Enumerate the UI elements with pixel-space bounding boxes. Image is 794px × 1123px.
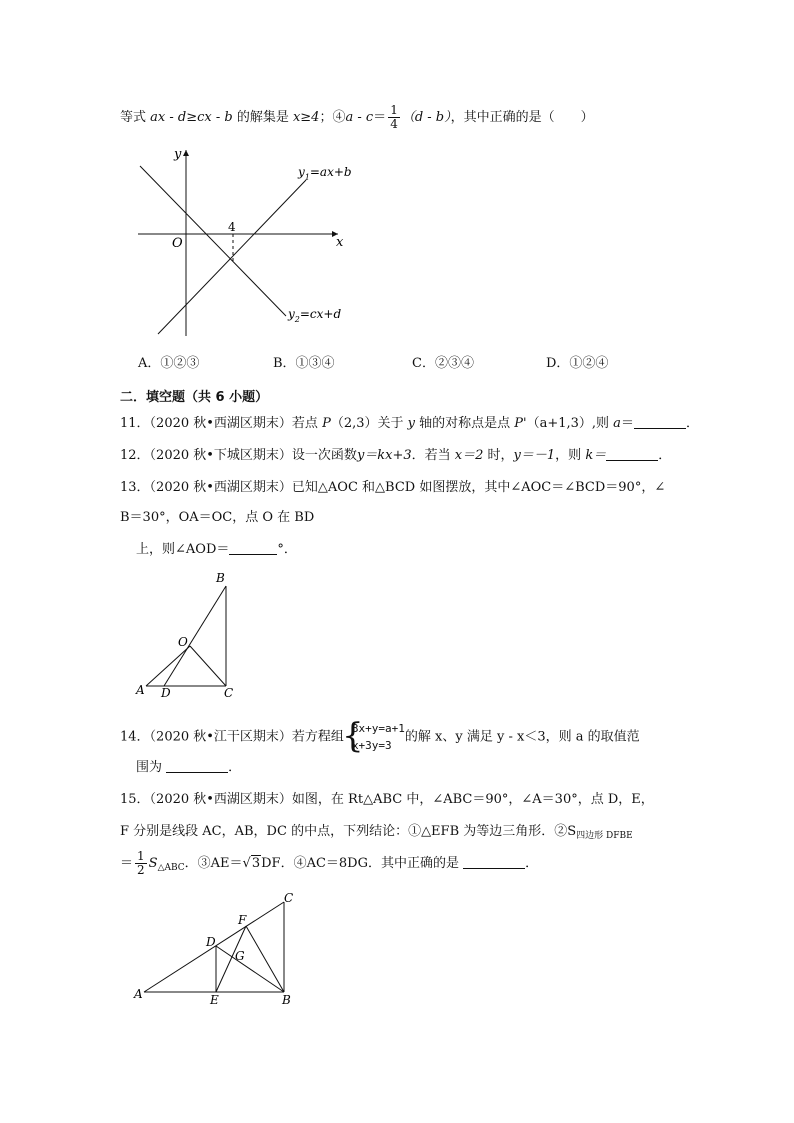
q11-pre: 11．（2020 秋•西湖区期末）若点 <box>120 416 323 431</box>
q13-answer-blank[interactable] <box>229 541 277 555</box>
q11-mid: 轴的对称点是点 <box>414 416 515 431</box>
origin-label: O <box>172 236 183 251</box>
q11-a: a <box>613 416 621 431</box>
section-title: 二．填空题（共 6 小题） <box>120 390 269 405</box>
q11-answer-blank[interactable] <box>634 415 686 429</box>
q11-p-coord: （2,3）关于 <box>330 416 408 431</box>
label-e: E <box>210 993 219 1007</box>
segment-fb <box>246 926 284 992</box>
q12-text: 12．（2020 秋•下城区期末）设一次函数 <box>120 448 357 463</box>
q10-lhs: a - c <box>345 110 374 125</box>
q15-line3 <box>120 850 538 878</box>
label-a: A <box>136 683 145 697</box>
q10-frac-num: 1 <box>390 103 398 117</box>
q14-equation-system <box>344 720 405 754</box>
label-c: C <box>224 686 234 700</box>
q12-mid: ．若当 <box>411 448 455 463</box>
q15-line3-mid2: DF．④AC＝8DG．其中正确的是 <box>261 856 464 871</box>
q13-line1: 13．（2020 秋•西湖区期末）已知△AOC 和△BCD 如图摆放，其中∠AOC＝∠BCD＝90°，∠ <box>120 480 666 495</box>
q15-frac-den: 2 <box>137 863 145 877</box>
q11-end: ． <box>685 416 699 431</box>
q14-eq1: { 3x+y=a+1 <box>351 722 405 735</box>
q10-tail-line <box>120 104 594 131</box>
option-a[interactable]: A．①②③ <box>138 356 200 371</box>
option-d[interactable]: D．①②④ <box>546 356 609 371</box>
q10-frac-den: 4 <box>390 117 398 131</box>
q12 <box>120 446 671 466</box>
q11-y: y <box>407 416 415 431</box>
q11-point-p2: P' <box>514 416 527 431</box>
q10-solution: x≥4 <box>292 110 320 125</box>
label-b: B <box>216 571 225 585</box>
q11-post: ,则 <box>591 416 614 431</box>
q15-line2 <box>120 822 633 846</box>
q15-s-sub: △ABC <box>157 863 185 873</box>
q13-line2: B＝30°，OA＝OC，点 O 在 BD <box>120 510 315 525</box>
q14 <box>120 720 640 754</box>
q11 <box>120 414 699 434</box>
q15-sqrt: √3 <box>242 856 261 871</box>
segment-oc <box>190 646 226 686</box>
q13-line3 <box>136 540 297 560</box>
q14-pre: 14．（2020 秋•江干区期末）若方程组 <box>120 729 344 745</box>
q11-eq: ＝ <box>620 416 634 431</box>
q15-line1: 15．（2020 秋•西湖区期末）如图，在 Rt△ABC 中，∠ABC＝90°，∠A＝30°，点 D，E， <box>120 792 654 807</box>
line-y2-label: $y_2=cx+d$ <box>288 307 342 324</box>
option-c[interactable]: C．②③④ <box>412 356 474 371</box>
q12-mid2: 时， <box>483 448 514 463</box>
q15-line3-eq: ＝ <box>120 856 134 871</box>
line-y1 <box>158 180 306 334</box>
label-a: A <box>134 987 143 1001</box>
q10-mid: 的解集是 <box>232 110 293 125</box>
q12-end: ． <box>658 448 672 463</box>
q11-point-p: P <box>322 416 331 431</box>
q13-line3-pre: 上，则∠AOD＝ <box>136 542 230 557</box>
q12-cond1: x＝2 <box>454 448 484 463</box>
q15-sqrt-value: 3 <box>251 856 261 871</box>
label-o: O <box>178 635 188 649</box>
q10-tail: ，其中正确的是（ ） <box>450 110 594 125</box>
label-g: G <box>235 949 245 963</box>
label-c: C <box>284 891 294 905</box>
q15-answer-blank[interactable] <box>463 855 525 869</box>
q15-fraction <box>135 850 147 877</box>
q10-eq: ＝ <box>373 110 387 125</box>
q14-post: 的解 x、y 满足 y - x＜3，则 a 的取值范 <box>404 729 640 745</box>
q10-pre: 等式 <box>120 110 151 125</box>
label-d: D <box>161 686 171 700</box>
q12-k: k＝ <box>585 448 607 463</box>
line-y2 <box>140 166 286 316</box>
q14-eq2: x+3y=3 <box>351 739 392 752</box>
y-axis-arrow <box>183 150 189 156</box>
y-axis-label: y <box>174 147 182 162</box>
q14-line2 <box>136 758 241 778</box>
q15-line2-sub: 四边形 DFBE <box>576 831 633 841</box>
linear-functions-graph <box>130 140 370 340</box>
q14-answer-blank[interactable] <box>166 759 228 773</box>
label-f: F <box>238 913 247 927</box>
q14-line2-post: ． <box>228 760 242 775</box>
q15-line3-mid: ．③AE＝ <box>184 856 243 871</box>
triangle-aoc-bcd-figure <box>132 570 252 700</box>
line-y1-label: $y_1=ax+b$ <box>298 165 352 182</box>
option-b[interactable]: B．①③④ <box>273 356 335 371</box>
q12-cond2: y＝－1 <box>513 448 556 463</box>
q10-paren: （d - b） <box>401 110 451 125</box>
q15-line2-pre: F 分别是线段 AC，AB，DC 的中点，下列结论：①△EFB 为等边三角形．②S <box>120 824 577 839</box>
q12-func: y＝kx+3 <box>356 448 412 463</box>
segment-bd <box>164 586 226 686</box>
right-triangle-abc-figure <box>132 888 312 1008</box>
q10-fraction <box>388 104 400 131</box>
q12-answer-blank[interactable] <box>606 447 658 461</box>
q10-ineq: ax - d≥cx - b <box>150 110 233 125</box>
label-b: B <box>282 993 291 1007</box>
q15-frac-num: 1 <box>137 849 145 863</box>
q15-line3-end: ． <box>525 856 539 871</box>
q10-sep: ；④ <box>319 110 346 125</box>
label-d: D <box>206 935 216 949</box>
q11-p2-coord: （a+1,3） <box>526 416 592 431</box>
q13-line3-post: °． <box>277 542 297 557</box>
tick-4-label: 4 <box>228 220 236 234</box>
q12-mid3: ，则 <box>555 448 586 463</box>
q15-s: S <box>148 856 158 871</box>
x-axis-label: x <box>336 235 344 250</box>
q14-line2-pre: 围为 <box>136 760 167 775</box>
